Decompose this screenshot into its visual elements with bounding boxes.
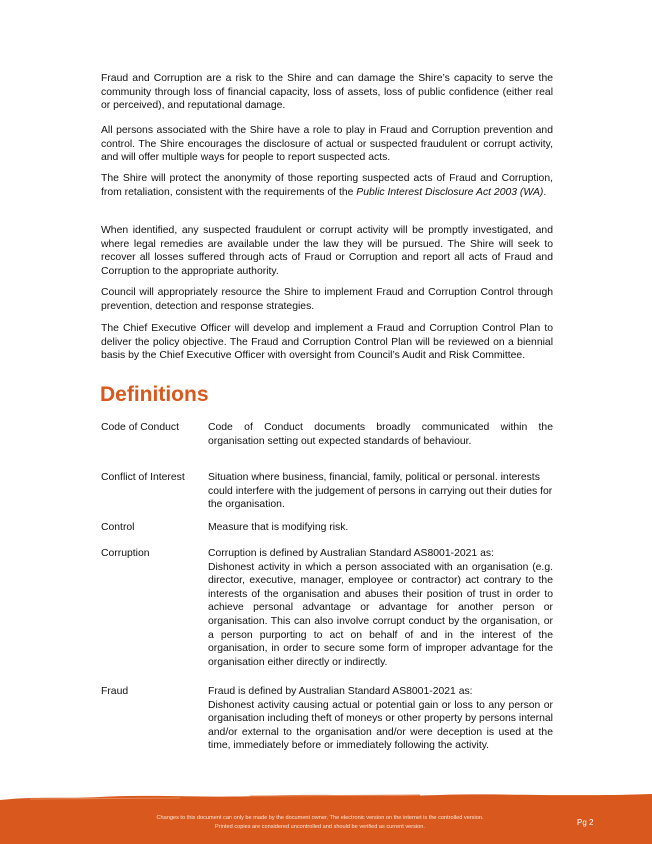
definitions-heading: Definitions	[100, 383, 209, 406]
anonymity-end: .	[543, 186, 547, 198]
definition-text: Dishonest activity in which a person associated with an organisation (e.g. director, executive, manager, employee or contractor) act contrary to the interests of the organisation and abuses their position of trust in order to achieve personal advantage or advantage for another person or organisation. This can also involve corrupt conduct by the organisation, or a person purporting to act on behalf of and in the interest of the organisation, in order to secure some form of improper advantage for the organisation either directly or indirectly.	[208, 561, 553, 668]
anonymity-text: The Shire will protect the anonymity of those reporting suspected acts of Fraud and Corruption, from retaliation, consistent with the requirements of the	[101, 173, 553, 198]
definition-text: Fraud is defined by Australian Standard AS8001-2021 as:	[208, 686, 473, 697]
definition-body	[208, 521, 553, 535]
definition-body	[208, 471, 553, 512]
definition-term: Fraud	[101, 686, 129, 697]
footer-line: Printed copies are considered uncontrolled and should be verified as current version.	[215, 824, 425, 830]
definition-body	[208, 547, 553, 669]
paragraph-investigation: When identified, any suspected fraudulent or corrupt activity will be promptly investigated, and where legal remedies are available under the law they will be pursued. The Shire will seek to recover all losses suffered through acts of Fraud or Corruption and report all acts of Fraud and Corruption to the appropriate authority.	[101, 225, 553, 277]
definition-text: Corruption is defined by Australian Standard AS8001-2021 as:	[208, 548, 494, 559]
definition-term: Control	[101, 522, 135, 533]
paragraph-roles: All persons associated with the Shire have a role to play in Fraud and Corruption prevention and control. The Shire encourages the disclosure of actual or suspected fraudulent or corrupt activity, and will offer multiple ways for people to report suspected acts.	[101, 125, 553, 164]
definition-text: Situation where business, financial, family, political or personal. interests could interfere with the judgement of persons in carrying out their duties for the organisation.	[208, 472, 553, 511]
act-citation: Public Interest Disclosure Act 2003 (WA)	[356, 186, 544, 198]
definition-term: Corruption	[101, 548, 150, 559]
paragraph-control-plan: The Chief Executive Officer will develop and implement a Fraud and Corruption Control Plan to deliver the policy objective. The Fraud and Corruption Control Plan will be reviewed on a biennial basis by the Chief Executive Officer with oversight from Council’s Audit and Risk Committee.	[101, 323, 553, 362]
definition-text: Dishonest activity causing actual or potential gain or loss to any person or organisation including theft of moneys or other property by persons internal and/or external to the organisation and/or were deception is used at the time, immediately before or immediately following the activity.	[208, 699, 553, 752]
definition-text: Code of Conduct documents broadly communicated within the organisation setting out expected standards of behaviour.	[208, 422, 553, 447]
definition-term: Conflict of Interest	[101, 472, 185, 483]
definition-term: Code of Conduct	[101, 422, 179, 433]
definition-body	[208, 421, 553, 448]
footer-disclaimer	[100, 814, 540, 832]
definition-body	[208, 685, 553, 753]
definition-text: Measure that is modifying risk.	[208, 522, 349, 533]
footer-line: Changes to this document can only be made by the document owner. The electronic version on the internet is the controlled version.	[156, 815, 484, 821]
paragraph-anonymity	[101, 172, 553, 199]
paragraph-resourcing: Council will appropriately resource the Shire to implement Fraud and Corruption Control through prevention, detection and response strategies.	[101, 287, 553, 312]
paragraph-risk: Fraud and Corruption are a risk to the Shire and can damage the Shire’s capacity to serve the community through loss of financial capacity, loss of assets, loss of public confidence (either real or perceived), and reputational damage.	[101, 73, 553, 112]
page-number: Pg 2	[577, 818, 594, 827]
